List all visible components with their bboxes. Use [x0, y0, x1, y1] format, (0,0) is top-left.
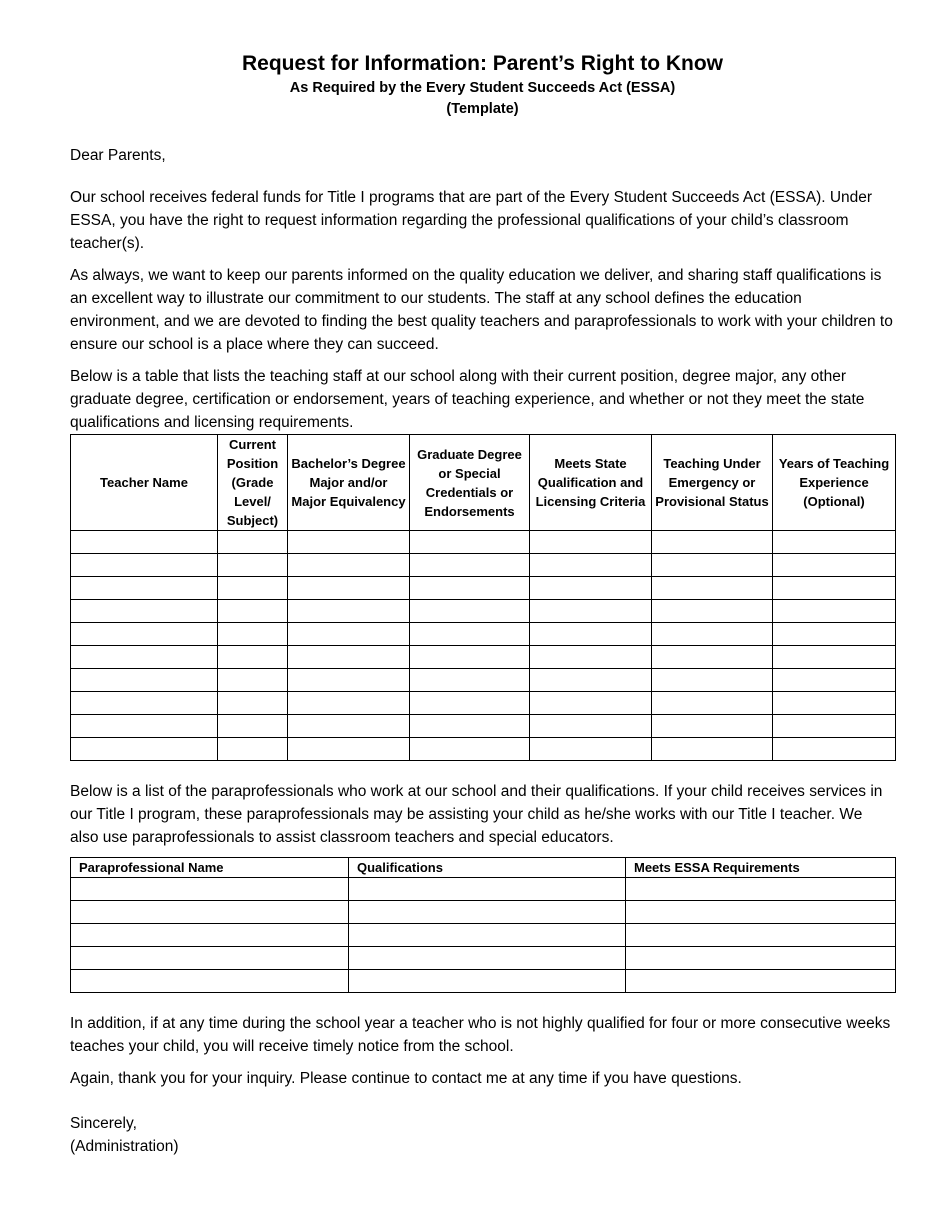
- salutation: Dear Parents,: [70, 147, 166, 164]
- teacher-table-row: [71, 531, 896, 554]
- teacher-table-cell: [218, 692, 288, 715]
- teacher-table-cell: [773, 715, 896, 738]
- teacher-table-header-row: [71, 435, 896, 531]
- teacher-table-cell: [530, 669, 652, 692]
- teacher-table-cell: [652, 577, 773, 600]
- teacher-table-cell: [288, 646, 410, 669]
- header-teacher-name: Teacher Name: [71, 435, 218, 531]
- teacher-table-cell: [288, 692, 410, 715]
- teacher-table-cell: [773, 669, 896, 692]
- teacher-table-cell: [218, 646, 288, 669]
- teacher-table-cell: [288, 715, 410, 738]
- para-table-row: [71, 878, 896, 901]
- teacher-table-cell: [530, 738, 652, 761]
- teacher-table-cell: [410, 715, 530, 738]
- teacher-table-cell: [71, 531, 218, 554]
- teacher-table-cell: [773, 738, 896, 761]
- teacher-table-cell: [410, 669, 530, 692]
- teacher-table-row: [71, 715, 896, 738]
- teacher-table-cell: [530, 554, 652, 577]
- teacher-table-cell: [288, 623, 410, 646]
- teacher-table-cell: [530, 623, 652, 646]
- teacher-table-cell: [530, 600, 652, 623]
- header-meets-state-criteria: Meets State Qualification and Licensing Criteria: [530, 435, 652, 531]
- page-title: Request for Information: Parent’s Right to Know: [241, 52, 724, 75]
- teacher-table-cell: [218, 531, 288, 554]
- teacher-table-cell: [410, 554, 530, 577]
- teacher-table-row: [71, 738, 896, 761]
- teacher-table-cell: [773, 531, 896, 554]
- teacher-table-cell: [410, 646, 530, 669]
- header-current-position: Current Position (Grade Level/ Subject): [218, 435, 288, 531]
- teacher-table-cell: [218, 669, 288, 692]
- teacher-table-cell: [530, 715, 652, 738]
- teacher-table-cell: [773, 646, 896, 669]
- para-table-cell: [349, 901, 626, 924]
- teacher-table-row: [71, 600, 896, 623]
- para-table-cell: [71, 924, 349, 947]
- teacher-table-cell: [652, 600, 773, 623]
- teacher-table-cell: [652, 692, 773, 715]
- para-table-cell: [71, 947, 349, 970]
- teacher-table-row: [71, 577, 896, 600]
- teacher-table-cell: [71, 577, 218, 600]
- header-bachelors-degree: Bachelor’s Degree Major and/or Major Equivalency: [288, 435, 410, 531]
- teacher-table-cell: [530, 646, 652, 669]
- teacher-table-cell: [410, 531, 530, 554]
- paragraph-teacher-table-intro: Below is a table that lists the teaching staff at our school along with their current position, degree major, any other graduate degree, certification or endorsement, years of teaching experience, and whether or not they meet the state qualifications and licensing requirements.: [70, 368, 865, 431]
- teacher-table-cell: [218, 554, 288, 577]
- teacher-table-cell: [71, 600, 218, 623]
- para-table-row: [71, 947, 896, 970]
- teacher-table-cell: [288, 600, 410, 623]
- teacher-table-cell: [218, 577, 288, 600]
- teacher-table-cell: [652, 669, 773, 692]
- teacher-table-cell: [218, 623, 288, 646]
- teacher-table-row: [71, 669, 896, 692]
- header-emergency-status: Teaching Under Emergency or Provisional Status: [652, 435, 773, 531]
- para-table-cell: [626, 970, 896, 993]
- para-table-row: [71, 970, 896, 993]
- teacher-table-cell: [71, 669, 218, 692]
- teacher-table-cell: [652, 738, 773, 761]
- teacher-table-cell: [530, 577, 652, 600]
- teacher-table-cell: [652, 715, 773, 738]
- teacher-table-row: [71, 623, 896, 646]
- teacher-table-row: [71, 554, 896, 577]
- teacher-table-cell: [288, 554, 410, 577]
- teacher-table-cell: [773, 692, 896, 715]
- teacher-table-cell: [652, 531, 773, 554]
- para-table-row: [71, 901, 896, 924]
- teacher-table-cell: [773, 623, 896, 646]
- teacher-table-cell: [71, 623, 218, 646]
- teacher-table-cell: [652, 623, 773, 646]
- teacher-table-cell: [71, 738, 218, 761]
- page-subtitle: As Required by the Every Student Succeeds Act (ESSA): [289, 80, 676, 96]
- para-table-cell: [71, 878, 349, 901]
- paragraph-paraprofessional-intro: Below is a list of the paraprofessionals who work at our school and their qualifications. If your child receives services in our Title I program, these paraprofessionals may be assisting your child as he/she works with our Title I teacher. We also use paraprofessionals to assist classroom teachers and special educators.: [70, 783, 883, 846]
- signature: (Administration): [70, 1138, 179, 1155]
- para-table-cell: [626, 924, 896, 947]
- teacher-table-cell: [71, 692, 218, 715]
- paragraph-thank-you: Again, thank you for your inquiry. Please continue to contact me at any time if you have questions.: [70, 1070, 742, 1087]
- teacher-table-cell: [773, 554, 896, 577]
- teacher-table-cell: [773, 600, 896, 623]
- teacher-table-cell: [410, 600, 530, 623]
- teacher-table-cell: [773, 577, 896, 600]
- header-meets-essa: Meets ESSA Requirements: [626, 858, 896, 878]
- closing: Sincerely,: [70, 1115, 137, 1132]
- para-table-cell: [349, 924, 626, 947]
- header-years-experience: Years of Teaching Experience (Optional): [773, 435, 896, 531]
- para-table-row: [71, 924, 896, 947]
- paragraph-staff-quality: As always, we want to keep our parents informed on the quality education we deliver, and sharing staff qualifications is an excellent way to illustrate our commitment to our students. The staff at any school defines the education environment, and we are devoted to finding the best quality teachers and paraprofessionals to work with your children to ensure our school is a place where they can succeed.: [70, 267, 893, 353]
- header-graduate-degree: Graduate Degree or Special Credentials or Endorsements: [410, 435, 530, 531]
- para-table-header-row: [71, 858, 896, 878]
- teacher-table-cell: [218, 738, 288, 761]
- teacher-table-cell: [218, 600, 288, 623]
- paragraph-timely-notice: In addition, if at any time during the school year a teacher who is not highly qualified for four or more consecutive weeks teaches your child, you will receive timely notice from the school.: [70, 1015, 891, 1055]
- para-table-cell: [626, 878, 896, 901]
- teacher-table-cell: [652, 646, 773, 669]
- teacher-table-cell: [288, 577, 410, 600]
- teacher-qualifications-table: [70, 434, 896, 761]
- paragraph-title-i-funds: Our school receives federal funds for Title I programs that are part of the Every Student Succeeds Act (ESSA). Under ESSA, you have the right to request information regarding the professional qualifications of your child’s classroom teacher(s).: [70, 189, 873, 252]
- teacher-table-cell: [71, 646, 218, 669]
- para-table-cell: [71, 970, 349, 993]
- letter-page: [70, 50, 895, 1158]
- teacher-table-cell: [410, 692, 530, 715]
- para-table-cell: [626, 947, 896, 970]
- paraprofessional-table: [70, 857, 896, 993]
- teacher-table-cell: [410, 738, 530, 761]
- teacher-table-cell: [410, 623, 530, 646]
- teacher-table-row: [71, 692, 896, 715]
- teacher-table-row: [71, 646, 896, 669]
- para-table-cell: [349, 947, 626, 970]
- header-qualifications: Qualifications: [349, 858, 626, 878]
- para-table-cell: [349, 970, 626, 993]
- teacher-table-cell: [288, 738, 410, 761]
- para-table-cell: [349, 878, 626, 901]
- teacher-table-cell: [530, 531, 652, 554]
- teacher-table-cell: [410, 577, 530, 600]
- para-table-cell: [626, 901, 896, 924]
- teacher-table-cell: [530, 692, 652, 715]
- template-note: (Template): [446, 101, 519, 117]
- teacher-table-cell: [652, 554, 773, 577]
- teacher-table-cell: [288, 531, 410, 554]
- teacher-table-cell: [71, 715, 218, 738]
- para-table-cell: [71, 901, 349, 924]
- teacher-table-cell: [218, 715, 288, 738]
- teacher-table-cell: [288, 669, 410, 692]
- header-paraprofessional-name: Paraprofessional Name: [71, 858, 349, 878]
- teacher-table-cell: [71, 554, 218, 577]
